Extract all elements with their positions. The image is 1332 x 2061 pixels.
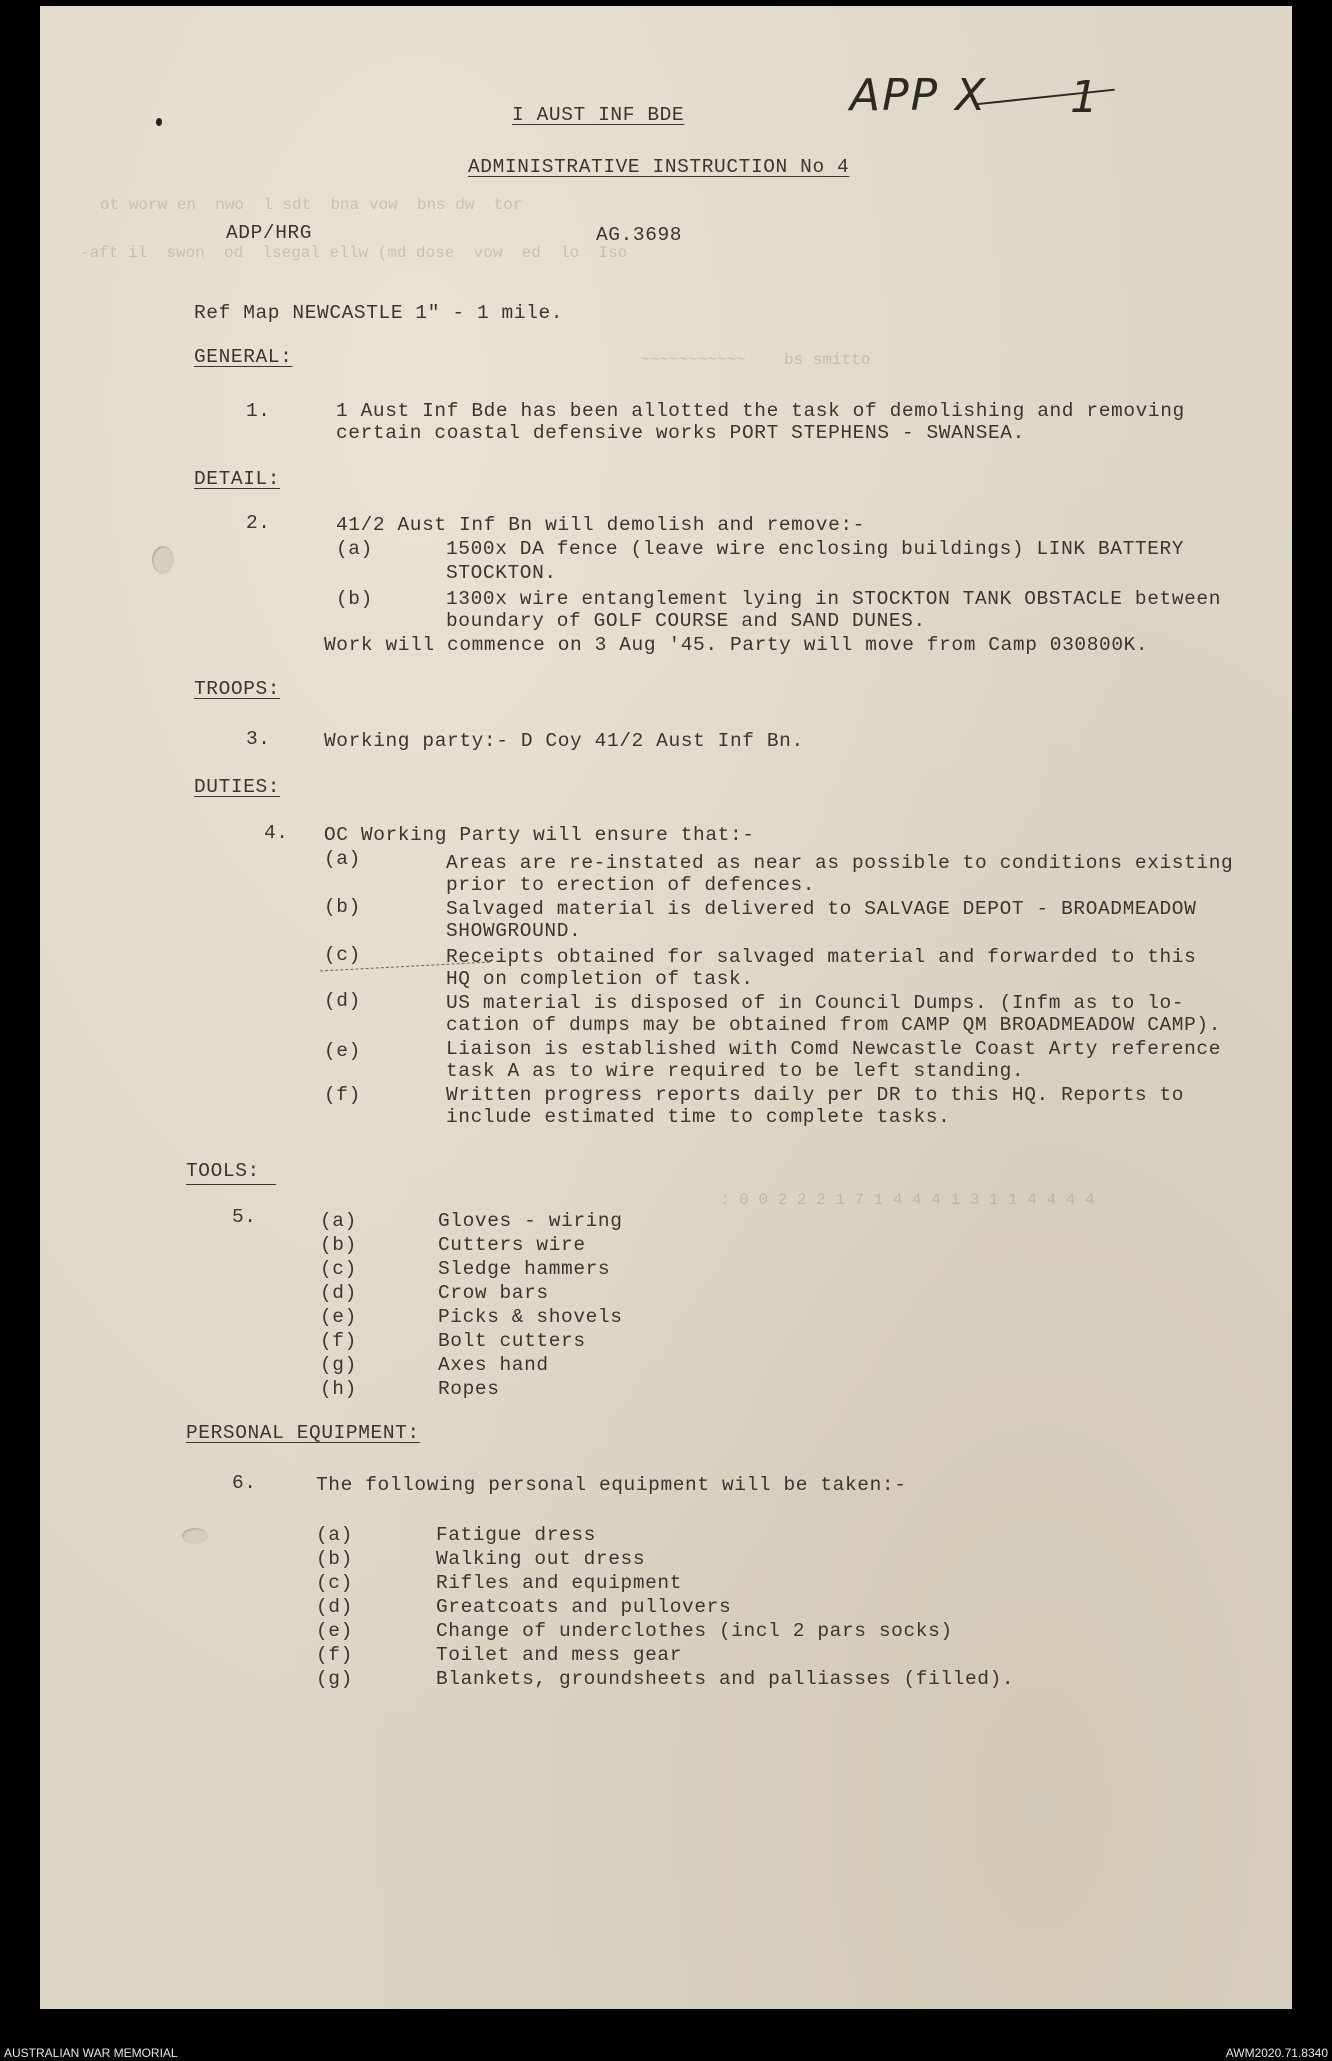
- bleed-through: ~~~~~~~~~~~ bs smitto: [640, 351, 871, 369]
- bleed-through: ot worw en nwo l sdt bna vow bns dw tor: [100, 196, 523, 214]
- equipment-item: Blankets, groundsheets and palliasses (filled).: [436, 1668, 1015, 1690]
- item-label: (c): [324, 944, 361, 966]
- duty-line: task A as to wire required to be left standing.: [446, 1060, 1025, 1082]
- detail-line: boundary of GOLF COURSE and SAND DUNES.: [446, 610, 926, 632]
- tool-item: Picks & shovels: [438, 1306, 623, 1328]
- equipment-item: Walking out dress: [436, 1548, 646, 1570]
- duty-line: HQ on completion of task.: [446, 968, 754, 990]
- para-number: 4.: [264, 822, 289, 844]
- equipment-intro: The following personal equipment will be taken:-: [316, 1474, 907, 1496]
- tool-item: Sledge hammers: [438, 1258, 611, 1280]
- duty-line: Salvaged material is delivered to SALVAGE DEPOT - BROADMEADOW: [446, 898, 1197, 920]
- punch-hole: [182, 1528, 208, 1544]
- item-label: (g): [320, 1354, 357, 1376]
- detail-line: 1300x wire entanglement lying in STOCKTON TANK OBSTACLE between: [446, 588, 1222, 610]
- tool-item: Cutters wire: [438, 1234, 586, 1256]
- handwritten-number: 1: [1070, 72, 1098, 123]
- duty-line: Written progress reports daily per DR to this HQ. Reports to: [446, 1084, 1185, 1106]
- item-label: (f): [324, 1084, 361, 1106]
- tool-item: Bolt cutters: [438, 1330, 586, 1352]
- bleed-through: : 0 0 2 2 2 1 7 1 4 4 4 1 3 1 1 4 4 4 4: [720, 1191, 1095, 1209]
- general-heading: GENERAL:: [194, 346, 293, 368]
- duties-heading: DUTIES:: [194, 776, 281, 798]
- equipment-heading: PERSONAL EQUIPMENT:: [186, 1422, 420, 1444]
- tool-item: Gloves - wiring: [438, 1210, 623, 1232]
- archive-footer-left: AUSTRALIAN WAR MEMORIAL: [4, 2046, 178, 2060]
- bleed-through: -aft il swon od lsegal ellw (md dose vow ed lo Iso: [80, 244, 628, 262]
- item-label: (a): [320, 1210, 357, 1232]
- heading-underline: [186, 1184, 276, 1185]
- duty-line: SHOWGROUND.: [446, 920, 582, 942]
- item-label: (e): [320, 1306, 357, 1328]
- item-label: (b): [316, 1548, 353, 1570]
- reference-code: AG.3698: [596, 224, 683, 246]
- troops-heading: TROOPS:: [194, 678, 281, 700]
- map-reference: Ref Map NEWCASTLE 1" - 1 mile.: [194, 302, 564, 324]
- tool-item: Crow bars: [438, 1282, 549, 1304]
- item-label: (b): [324, 896, 361, 918]
- para-number: 3.: [246, 728, 271, 750]
- detail-note: Work will commence on 3 Aug '45. Party will move from Camp 030800K.: [324, 634, 1149, 656]
- unit-heading: I AUST INF BDE: [512, 104, 685, 126]
- duty-line: US material is disposed of in Council Dumps. (Infm as to lo-: [446, 992, 1185, 1014]
- para-number: 1.: [246, 400, 271, 422]
- para-number: 6.: [232, 1472, 257, 1494]
- tool-item: Ropes: [438, 1378, 500, 1400]
- equipment-item: Toilet and mess gear: [436, 1644, 683, 1666]
- general-line: certain coastal defensive works PORT STEPHENS - SWANSEA.: [336, 422, 1025, 444]
- duty-line: Liaison is established with Comd Newcastle Coast Arty reference: [446, 1038, 1222, 1060]
- general-line: 1 Aust Inf Bde has been allotted the task of demolishing and removing: [336, 400, 1185, 422]
- item-label: (h): [320, 1378, 357, 1400]
- detail-line: STOCKTON.: [446, 562, 557, 584]
- item-label: (c): [320, 1258, 357, 1280]
- detail-intro: 41/2 Aust Inf Bn will demolish and remove:-: [336, 514, 865, 536]
- item-label: (d): [316, 1596, 353, 1618]
- para-number: 5.: [232, 1206, 257, 1228]
- punch-hole: [152, 546, 174, 574]
- troops-text: Working party:- D Coy 41/2 Aust Inf Bn.: [324, 730, 804, 752]
- item-label: (d): [324, 990, 361, 1012]
- handwritten-app-mark: APP X: [850, 70, 988, 121]
- item-label: (e): [324, 1040, 361, 1062]
- para-number: 2.: [246, 512, 271, 534]
- equipment-item: Rifles and equipment: [436, 1572, 683, 1594]
- equipment-item: Fatigue dress: [436, 1524, 596, 1546]
- duty-line: Receipts obtained for salvaged material and forwarded to this: [446, 946, 1197, 968]
- item-label: (a): [316, 1524, 353, 1546]
- document-title: ADMINISTRATIVE INSTRUCTION No 4: [468, 156, 850, 178]
- duty-line: cation of dumps may be obtained from CAMP QM BROADMEADOW CAMP).: [446, 1014, 1222, 1036]
- equipment-item: Change of underclothes (incl 2 pars socks): [436, 1620, 953, 1642]
- item-label: (a): [336, 538, 373, 560]
- item-label: (c): [316, 1572, 353, 1594]
- item-label: (b): [320, 1234, 357, 1256]
- tools-heading: TOOLS:: [186, 1160, 260, 1182]
- duties-intro: OC Working Party will ensure that:-: [324, 824, 755, 846]
- detail-heading: DETAIL:: [194, 468, 281, 490]
- equipment-item: Greatcoats and pullovers: [436, 1596, 732, 1618]
- item-label: (b): [336, 588, 373, 610]
- item-label: (g): [316, 1668, 353, 1690]
- item-label: (e): [316, 1620, 353, 1642]
- duty-line: Areas are re-instated as near as possible to conditions existing: [446, 852, 1234, 874]
- tool-item: Axes hand: [438, 1354, 549, 1376]
- duty-line: include estimated time to complete tasks.: [446, 1106, 951, 1128]
- archive-footer-right: AWM2020.71.8340: [1225, 2046, 1328, 2060]
- item-label: (f): [320, 1330, 357, 1352]
- reference-left: ADP/HRG: [226, 222, 313, 244]
- item-label: (f): [316, 1644, 353, 1666]
- document-page: [40, 6, 1292, 2009]
- ink-spot: [156, 118, 162, 126]
- detail-line: 1500x DA fence (leave wire enclosing buildings) LINK BATTERY: [446, 538, 1185, 560]
- item-label: (a): [324, 848, 361, 870]
- item-label: (d): [320, 1282, 357, 1304]
- duty-line: prior to erection of defences.: [446, 874, 816, 896]
